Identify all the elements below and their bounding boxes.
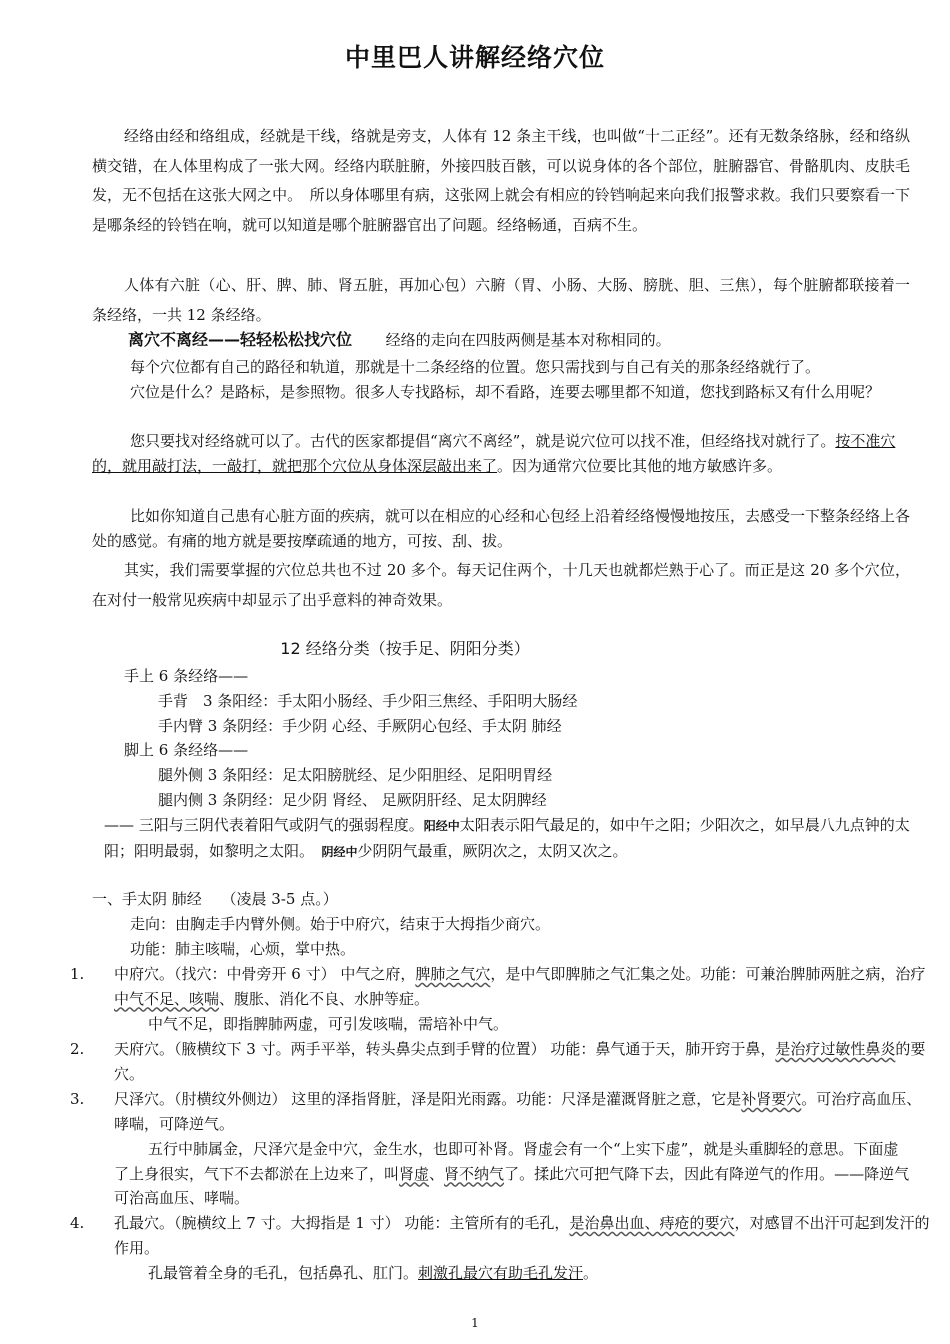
lung-function: 功能：肺主咳喘，心烦，掌中热。 (130, 940, 356, 958)
hand-back-meridians: 手背 3 条阳经：手太阳小肠经、手少阳三焦经、手阳明大肠经 (158, 692, 578, 710)
yang-tag: 阳经中 (423, 819, 460, 833)
acupoint-item: 2. 天府穴。（腋横纹下 3 寸。两手平举，转头鼻尖点到手臂的位置） 功能：鼻气通于天，肺开窍于鼻，是治疗过敏性鼻炎的要穴。 (70, 1040, 926, 1083)
acupoint-item: 1. 中府穴。（找穴：中骨旁开 6 寸） 中气之府，脾肺之气穴，是中气即脾肺之气汇集之处。功能：可兼治脾肺两脏之病，治疗中气不足、咳喘、腹胀、消化不良、水肿等症。 (70, 965, 926, 1008)
section-paragraph-2: 穴位是什么？是路标，是参照物。很多人专找路标，却不看路，连要去哪里都不知道，您找到路标又有什么用呢？ (130, 383, 881, 401)
intro-paragraph-1: 经络由经和络组成，经就是干线，络就是旁支，人体有 12 条主干线，也叫做“十二正经”。还有无数条络脉，经和络纵横交错，在人体里构成了一张大网。经络内联脏腑，外接四肢百骸，可以说身体的各个部位，脏腑器官、骨骼肌肉、皮肤毛发，无不包括在这张大网之中。 所以身体哪里有病，这张网上就会有相应的铃铛响起来向我们报警求救。我们只要察看一下是哪条经的铃铛在响，就可以知道是哪个脏腑器官出了问题。经络畅通，百病不生。 (92, 127, 910, 234)
foot-meridians: 脚上 6 条经络—— (124, 741, 249, 759)
lung-meridian-heading: 一、手太阴 肺经 （凌晨 3-5 点。） (92, 890, 338, 908)
page-number: 1 (471, 1316, 479, 1330)
lung-route: 走向：由胸走手内臂外侧。始于中府穴，结束于大拇指少商穴。 (130, 915, 551, 933)
section-paragraph-4: 比如你知道自己患有心脏方面的疾病，就可以在相应的心经和心包经上沿着经络慢慢地按压，去感受一下整条经络上各处的感觉。有痛的地方就是要按摩疏通的地方，可按、刮、拔。 (92, 507, 911, 550)
section-paragraph-1: 每个穴位都有自己的路径和轨道，那就是十二条经络的位置。您只需找到与自己有关的那条经络就行了。 (130, 358, 821, 376)
acupoint-note: 孔最管着全身的毛孔，包括鼻孔、肛门。刺激孔最穴有助毛孔发汗。 (148, 1264, 599, 1282)
acupoint-item: 4. 孔最穴。（腕横纹上 7 寸。大拇指是 1 寸） 功能：主管所有的毛孔，是治鼻出血、痔疮的要穴，对感冒不出汗可起到发汗的作用。 (70, 1214, 930, 1257)
section-paragraph-3: 您只要找对经络就可以了。古代的医家都提倡“离穴不离经”，就是说穴位可以找不准，但经络找对就行了。按不准穴的，就用敲打法，一敲打，就把那个穴位从身体深层敲出来了。因为通常穴位要比其他的地方敏感许多。 (92, 432, 896, 475)
underlined-phrase: 按不准穴的，就用敲打法，一敲打，就把那个穴位从身体深层敲出来了 (92, 432, 896, 475)
section-aside: 经络的走向在四肢两侧是基本对称相同的。 (385, 331, 671, 349)
section-paragraph-5: 其实，我们需要掌握的穴位总共也不过 20 多个。每天记住两个，十几天也就都烂熟于心了。而正是这 20 多个穴位，在对付一般常见疾病中却显示了出乎意料的神奇效果。 (92, 561, 910, 609)
hand-meridians: 手上 6 条经络—— (124, 667, 249, 685)
intro-paragraph-2: 人体有六脏（心、肝、脾、肺、肾五脏，再加心包）六腑（胃、小肠、大肠、膀胱、胆、三焦），每个脏腑都联接着一条经络，一共 12 条经络。 (92, 276, 910, 324)
leg-inner-meridians: 腿内侧 3 条阴经：足少阴 肾经、 足厥阴肝经、足太阴脾经 (158, 791, 547, 809)
yin-tag: 阴经中 (321, 844, 358, 859)
section-heading-row (128, 328, 671, 352)
acupoint-note: 五行中肺属金，尺泽穴是金中穴，金生水，也即可补肾。肾虚会有一个“上实下虚”，就是头重脚轻的意思。下面虚了上身很实，气下不去都淤在上边来了，叫肾虚、肾不纳气了。揉此穴可把气降下去，因此有降逆气的作用。——降逆气可治高血压、哮喘。 (114, 1140, 910, 1208)
yin-yang-note: —— 三阳与三阴代表着阳气或阴气的强弱程度。阳经中太阳表示阳气最足的，如中午之阳；少阳次之，如早晨八九点钟的太阳；阳明最弱，如黎明之太阳。 阴经中少阴阴气最重，厥阴次之，太阴又次之。 (104, 816, 910, 860)
acupoint-note: 中气不足，即指脾肺两虚，可引发咳喘，需培补中气。 (148, 1015, 509, 1033)
hand-inner-meridians: 手内臂 3 条阴经：手少阴 心经、手厥阴心包经、手太阴 肺经 (158, 717, 562, 735)
section-heading: 离穴不离经——轻轻松松找穴位 (128, 330, 353, 349)
leg-outer-meridians: 腿外侧 3 条阳经：足太阳膀胱经、足少阳胆经、足阳明胃经 (158, 766, 553, 784)
page-title: 中里巴人讲解经络穴位 (344, 43, 605, 72)
acupoint-item: 3. 尺泽穴。（肘横纹外侧边） 这里的泽指肾脏，泽是阳光雨露。功能：尺泽是灌溉肾脏之意，它是补肾要穴。可治疗高血压、哮喘，可降逆气。 (70, 1090, 922, 1133)
classification-heading: 12 经络分类（按手足、阴阳分类） (280, 639, 530, 658)
